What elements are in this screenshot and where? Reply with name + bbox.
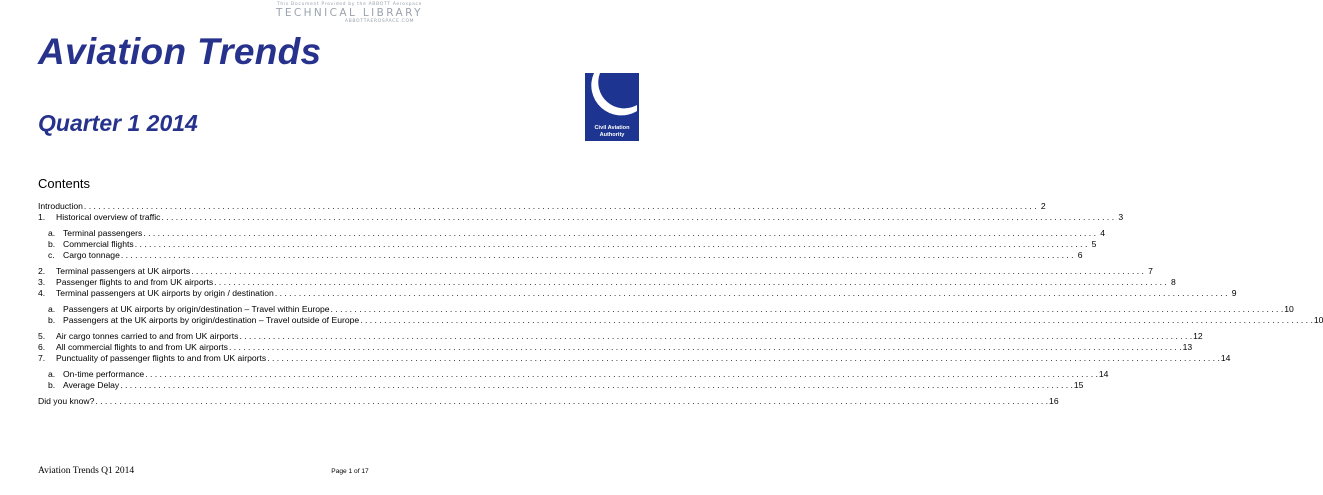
toc-dot-leader: . . . . . . . . . . . . . . . . . . . . . . . . . . . . . . . . . . . . . . . . . . . . . . . . . . . . . . . . . . . . . . . . . . . . . . . . . . . . . . . . . . . . . . . . . . . . . . . . . . . . . . . . . . . . . . . . . . . . . . . . . . . . . . . . . . . . . . . . . . . . . . . . . . . . . . . . . . . . . . . . . . . . . . . . . . . . . . . . . . . . . . . . . . . . . . . . . . . . . . . . [228, 342, 1182, 352]
toc-entry-page: 14 [1220, 353, 1231, 363]
toc-entry-page: 15 [1073, 380, 1084, 390]
toc-dot-leader: . . . . . . . . . . . . . . . . . . . . . . . . . . . . . . . . . . . . . . . . . . . . . . . . . . . . . . . . . . . . . . . . . . . . . . . . . . . . . . . . . . . . . . . . . . . . . . . . . . . . . . . . . . . . . . . . . . . . . . . . . . . . . . . . . . . . . . . . . . . . . . . . . . . . . . . . . . . . . . . . . . . . . . . . . . . . . . . . . . . . . . . . . . . . . . . . . . . . . . . . [161, 212, 1115, 222]
toc-entry[interactable] [38, 369, 1109, 380]
toc-entry-label: Terminal passengers at UK airports by origin / destination [56, 288, 274, 298]
toc-entry-page: 10 [1313, 315, 1323, 325]
caa-logo-text [585, 125, 639, 138]
caa-logo-line1: Civil Aviation [594, 125, 630, 132]
toc-entry[interactable] [38, 315, 1323, 326]
document-subtitle: Quarter 1 2014 [38, 110, 198, 136]
toc-entry-number: 3. [38, 277, 46, 287]
toc-entry-number: a. [48, 228, 56, 238]
toc-entry-number: 1. [38, 212, 46, 222]
toc-dot-leader: . . . . . . . . . . . . . . . . . . . . . . . . . . . . . . . . . . . . . . . . . . . . . . . . . . . . . . . . . . . . . . . . . . . . . . . . . . . . . . . . . . . . . . . . . . . . . . . . . . . . . . . . . . . . . . . . . . . . . . . . . . . . . . . . . . . . . . . . . . . . . . . . . . . . . . . . . . . . . . . . . . . . . . . . . . . . . . . . . . . . . . . . . . . . . . . . . . . . . . . . [214, 277, 1167, 287]
toc-dot-leader: . . . . . . . . . . . . . . . . . . . . . . . . . . . . . . . . . . . . . . . . . . . . . . . . . . . . . . . . . . . . . . . . . . . . . . . . . . . . . . . . . . . . . . . . . . . . . . . . . . . . . . . . . . . . . . . . . . . . . . . . . . . . . . . . . . . . . . . . . . . . . . . . . . . . . . . . . . . . . . . . . . . . . . . . . . . . . . . . . . . . . . . . . . . . . . . . . . . . . . . . [330, 304, 1284, 314]
caa-logo-line2: Authority [599, 131, 625, 138]
toc-dot-leader: . . . . . . . . . . . . . . . . . . . . . . . . . . . . . . . . . . . . . . . . . . . . . . . . . . . . . . . . . . . . . . . . . . . . . . . . . . . . . . . . . . . . . . . . . . . . . . . . . . . . . . . . . . . . . . . . . . . . . . . . . . . . . . . . . . . . . . . . . . . . . . . . . . . . . . . . . . . . . . . . . . . . . . . . . . . . . . . . . . . . . . . . . . . . . . . . . . . . . . . . [191, 266, 1144, 276]
toc-entry-page: 14 [1098, 369, 1109, 379]
toc-entry-page: 10 [1284, 304, 1294, 314]
caa-logo [585, 73, 639, 141]
watermark-top-line: This Document Provided by the ABBOTT Aerospace [276, 2, 423, 7]
toc-entry-label: All commercial flights to and from UK airports [56, 342, 228, 352]
toc-entry[interactable] [38, 266, 1153, 277]
footer-page-number: Page 1 of 17 [331, 468, 369, 475]
toc-entry[interactable] [38, 304, 1294, 315]
toc-entry[interactable] [38, 250, 1083, 261]
toc-entry-number: a. [48, 369, 56, 379]
toc-entry-label: Terminal passengers [63, 228, 143, 238]
watermark [262, 2, 437, 25]
footer-document-name: Aviation Trends Q1 2014 [38, 466, 135, 476]
toc-dot-leader: . . . . . . . . . . . . . . . . . . . . . . . . . . . . . . . . . . . . . . . . . . . . . . . . . . . . . . . . . . . . . . . . . . . . . . . . . . . . . . . . . . . . . . . . . . . . . . . . . . . . . . . . . . . . . . . . . . . . . . . . . . . . . . . . . . . . . . . . . . . . . . . . . . . . . . . . . . . . . . . . . . . . . . . . . . . . . . . . . . . . . . . . . . . . . . . . . . . . . . . . [143, 228, 1096, 238]
document-title: Aviation Trends [38, 31, 322, 72]
toc-entry[interactable] [38, 212, 1124, 223]
toc-dot-leader: . . . . . . . . . . . . . . . . . . . . . . . . . . . . . . . . . . . . . . . . . . . . . . . . . . . . . . . . . . . . . . . . . . . . . . . . . . . . . . . . . . . . . . . . . . . . . . . . . . . . . . . . . . . . . . . . . . . . . . . . . . . . . . . . . . . . . . . . . . . . . . . . . . . . . . . . . . . . . . . . . . . . . . . . . . . . . . . . . . . . . . . . . . . . . . . . . . . . . . . . [95, 396, 1049, 406]
toc-entry[interactable] [38, 342, 1193, 353]
toc-entry[interactable] [38, 353, 1231, 364]
toc-entry-number: b. [48, 239, 56, 249]
toc-entry-number: 5. [38, 331, 46, 341]
toc-entry-label: Passengers at UK airports by origin/destination – Travel within Europe [63, 304, 330, 314]
toc-entry[interactable] [38, 380, 1084, 391]
watermark-bottom-line: ABBOTTAEROSPACE.COM [344, 19, 415, 24]
toc-entry-label: Passengers at the UK airports by origin/destination – Travel outside of Europe [63, 315, 360, 325]
toc-entry-page: 3 [1118, 212, 1124, 222]
toc-entry-number: c. [48, 250, 55, 260]
toc-entry-label: Commercial flights [63, 239, 134, 249]
toc-entry-label: Historical overview of traffic [56, 212, 161, 222]
toc-dot-leader: . . . . . . . . . . . . . . . . . . . . . . . . . . . . . . . . . . . . . . . . . . . . . . . . . . . . . . . . . . . . . . . . . . . . . . . . . . . . . . . . . . . . . . . . . . . . . . . . . . . . . . . . . . . . . . . . . . . . . . . . . . . . . . . . . . . . . . . . . . . . . . . . . . . . . . . . . . . . . . . . . . . . . . . . . . . . . . . . . . . . . . . . . . . . . . . . . . . . . . . . [239, 331, 1193, 341]
toc-entry-number: b. [48, 315, 56, 325]
toc-entry-number: 6. [38, 342, 46, 352]
toc-dot-leader: . . . . . . . . . . . . . . . . . . . . . . . . . . . . . . . . . . . . . . . . . . . . . . . . . . . . . . . . . . . . . . . . . . . . . . . . . . . . . . . . . . . . . . . . . . . . . . . . . . . . . . . . . . . . . . . . . . . . . . . . . . . . . . . . . . . . . . . . . . . . . . . . . . . . . . . . . . . . . . . . . . . . . . . . . . . . . . . . . . . . . . . . . . . . . . . . . . . . . . . . [120, 250, 1074, 260]
toc-dot-leader: . . . . . . . . . . . . . . . . . . . . . . . . . . . . . . . . . . . . . . . . . . . . . . . . . . . . . . . . . . . . . . . . . . . . . . . . . . . . . . . . . . . . . . . . . . . . . . . . . . . . . . . . . . . . . . . . . . . . . . . . . . . . . . . . . . . . . . . . . . . . . . . . . . . . . . . . . . . . . . . . . . . . . . . . . . . . . . . . . . . . . . . . . . . . . . . . . . . . . . . . [360, 315, 1313, 325]
toc-entry[interactable] [38, 228, 1105, 239]
toc-entry-page: 8 [1171, 277, 1176, 287]
toc-entry-number: b. [48, 380, 56, 390]
toc-entry-label: Average Delay [63, 380, 120, 390]
toc-dot-leader: . . . . . . . . . . . . . . . . . . . . . . . . . . . . . . . . . . . . . . . . . . . . . . . . . . . . . . . . . . . . . . . . . . . . . . . . . . . . . . . . . . . . . . . . . . . . . . . . . . . . . . . . . . . . . . . . . . . . . . . . . . . . . . . . . . . . . . . . . . . . . . . . . . . . . . . . . . . . . . . . . . . . . . . . . . . . . . . . . . . . . . . . . . . . . . . . . . . . . . . . [274, 288, 1228, 298]
toc-entry-number: 7. [38, 353, 46, 363]
toc-entry[interactable] [38, 239, 1097, 250]
toc-entry[interactable] [38, 201, 1046, 212]
toc-entry-page: 7 [1148, 266, 1153, 276]
toc-entry-page: 5 [1091, 239, 1097, 249]
toc-dot-leader: . . . . . . . . . . . . . . . . . . . . . . . . . . . . . . . . . . . . . . . . . . . . . . . . . . . . . . . . . . . . . . . . . . . . . . . . . . . . . . . . . . . . . . . . . . . . . . . . . . . . . . . . . . . . . . . . . . . . . . . . . . . . . . . . . . . . . . . . . . . . . . . . . . . . . . . . . . . . . . . . . . . . . . . . . . . . . . . . . . . . . . . . . . . . . . . . . . . . . . . . [145, 369, 1098, 379]
toc-entry[interactable] [38, 331, 1203, 342]
toc-entry-label: Introduction [38, 201, 83, 211]
toc-entry-number: a. [48, 304, 56, 314]
toc-entry-label: On-time performance [63, 369, 145, 379]
contents-heading: Contents [38, 176, 91, 191]
toc-entry-page: 6 [1077, 250, 1083, 260]
toc-entry[interactable] [38, 277, 1176, 288]
toc-entry-label: Terminal passengers at UK airports [56, 266, 191, 276]
toc-entry-label: Air cargo tonnes carried to and from UK airports [56, 331, 239, 341]
toc-entry-label: Did you know? [38, 396, 95, 406]
toc-entry[interactable] [38, 288, 1237, 299]
toc-dot-leader: . . . . . . . . . . . . . . . . . . . . . . . . . . . . . . . . . . . . . . . . . . . . . . . . . . . . . . . . . . . . . . . . . . . . . . . . . . . . . . . . . . . . . . . . . . . . . . . . . . . . . . . . . . . . . . . . . . . . . . . . . . . . . . . . . . . . . . . . . . . . . . . . . . . . . . . . . . . . . . . . . . . . . . . . . . . . . . . . . . . . . . . . . . . . . . . . . . . . . . . . [83, 201, 1037, 211]
toc-entry-label: Passenger flights to and from UK airports [56, 277, 214, 287]
toc-entry-page: 9 [1231, 288, 1237, 298]
toc-entry-page: 4 [1100, 228, 1105, 238]
toc-dot-leader: . . . . . . . . . . . . . . . . . . . . . . . . . . . . . . . . . . . . . . . . . . . . . . . . . . . . . . . . . . . . . . . . . . . . . . . . . . . . . . . . . . . . . . . . . . . . . . . . . . . . . . . . . . . . . . . . . . . . . . . . . . . . . . . . . . . . . . . . . . . . . . . . . . . . . . . . . . . . . . . . . . . . . . . . . . . . . . . . . . . . . . . . . . . . . . . . . . . . . . . . [267, 353, 1220, 363]
toc-entry-number: 4. [38, 288, 46, 298]
toc-entry-page: 16 [1049, 396, 1059, 406]
toc-entry-number: 2. [38, 266, 46, 276]
toc-entry-page: 2 [1040, 201, 1046, 211]
watermark-main-line: TECHNICAL LIBRARY [276, 7, 423, 19]
toc-entry-label: Punctuality of passenger flights to and from UK airports [56, 353, 267, 363]
toc-dot-leader: . . . . . . . . . . . . . . . . . . . . . . . . . . . . . . . . . . . . . . . . . . . . . . . . . . . . . . . . . . . . . . . . . . . . . . . . . . . . . . . . . . . . . . . . . . . . . . . . . . . . . . . . . . . . . . . . . . . . . . . . . . . . . . . . . . . . . . . . . . . . . . . . . . . . . . . . . . . . . . . . . . . . . . . . . . . . . . . . . . . . . . . . . . . . . . . . . . . . . . . . [120, 380, 1073, 390]
toc-entry-page: 13 [1182, 342, 1193, 352]
toc-entry-label: Cargo tonnage [63, 250, 120, 260]
toc-dot-leader: . . . . . . . . . . . . . . . . . . . . . . . . . . . . . . . . . . . . . . . . . . . . . . . . . . . . . . . . . . . . . . . . . . . . . . . . . . . . . . . . . . . . . . . . . . . . . . . . . . . . . . . . . . . . . . . . . . . . . . . . . . . . . . . . . . . . . . . . . . . . . . . . . . . . . . . . . . . . . . . . . . . . . . . . . . . . . . . . . . . . . . . . . . . . . . . . . . . . . . . . [134, 239, 1088, 249]
toc-entry[interactable] [38, 396, 1059, 407]
toc-entry-page: 12 [1193, 331, 1203, 341]
